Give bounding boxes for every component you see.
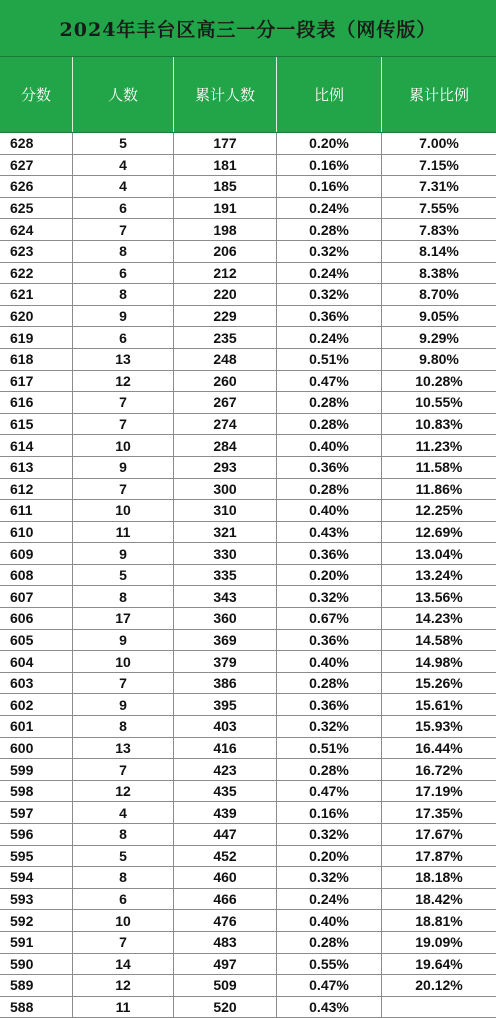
count-cell: 12 <box>73 781 174 802</box>
ratio-cell: 0.40% <box>277 500 382 521</box>
table-row <box>0 954 496 976</box>
table-body <box>0 133 496 1018</box>
count-cell: 9 <box>73 457 174 478</box>
cumulative-ratio-cell: 13.04% <box>415 545 463 562</box>
table-row <box>0 284 496 306</box>
score-cell: 628 <box>0 133 73 154</box>
page-title: 2024年丰台区高三一分一段表（网传版） <box>59 18 437 41</box>
cumulative-count-cell: 229 <box>174 306 277 327</box>
count-cell: 11 <box>73 997 174 1018</box>
cumulative-ratio-cell: 7.15% <box>419 156 459 173</box>
cumulative-ratio-cell: 17.67% <box>415 826 463 843</box>
ratio-cell: 0.20% <box>277 846 382 867</box>
score-cell: 622 <box>0 263 73 284</box>
table-row <box>0 263 496 285</box>
cumulative-ratio-cell: 19.64% <box>415 955 463 972</box>
ratio-cell: 0.16% <box>277 155 382 176</box>
cumulative-count-cell: 274 <box>174 414 277 435</box>
table-row <box>0 651 496 673</box>
score-cell: 607 <box>0 586 73 607</box>
cumulative-ratio-cell: 10.55% <box>415 394 463 411</box>
cumulative-ratio-cell: 16.44% <box>415 739 463 756</box>
table-row <box>0 889 496 911</box>
count-cell: 10 <box>73 435 174 456</box>
ratio-cell: 0.36% <box>277 694 382 715</box>
cumulative-count-cell: 460 <box>174 867 277 888</box>
table-row <box>0 608 496 630</box>
count-cell: 8 <box>73 586 174 607</box>
cumulative-count-cell: 369 <box>174 630 277 651</box>
ratio-cell: 0.24% <box>277 889 382 910</box>
ratio-cell: 0.40% <box>277 651 382 672</box>
score-cell: 596 <box>0 824 73 845</box>
cumulative-ratio-cell: 18.18% <box>415 869 463 886</box>
cumulative-ratio-cell: 16.72% <box>415 761 463 778</box>
table-row <box>0 802 496 824</box>
table-row <box>0 522 496 544</box>
cumulative-count-cell: 509 <box>174 975 277 996</box>
cumulative-ratio-cell: 10.28% <box>415 372 463 389</box>
count-cell: 17 <box>73 608 174 629</box>
cumulative-count-cell: 181 <box>174 155 277 176</box>
cumulative-ratio-cell: 8.14% <box>419 243 459 260</box>
table-row <box>0 176 496 198</box>
header-ratio: 比例 <box>277 57 382 132</box>
cumulative-count-cell: 360 <box>174 608 277 629</box>
cumulative-count-cell: 395 <box>174 694 277 715</box>
table-row <box>0 198 496 220</box>
cumulative-ratio-cell: 12.69% <box>415 523 463 540</box>
cumulative-count-cell: 386 <box>174 673 277 694</box>
count-cell: 9 <box>73 694 174 715</box>
score-cell: 603 <box>0 673 73 694</box>
count-cell: 10 <box>73 500 174 521</box>
table-row <box>0 910 496 932</box>
ratio-cell: 0.40% <box>277 910 382 931</box>
ratio-cell: 0.28% <box>277 759 382 780</box>
score-cell: 624 <box>0 219 73 240</box>
title-bar <box>0 0 496 57</box>
score-cell: 588 <box>0 997 73 1018</box>
cumulative-ratio-cell: 11.86% <box>415 480 463 497</box>
cumulative-ratio-cell: 9.05% <box>419 308 459 325</box>
table-row <box>0 155 496 177</box>
score-cell: 600 <box>0 738 73 759</box>
cumulative-count-cell: 220 <box>174 284 277 305</box>
table-row <box>0 997 496 1018</box>
score-cell: 605 <box>0 630 73 651</box>
table-row <box>0 371 496 393</box>
cumulative-count-cell: 300 <box>174 479 277 500</box>
table-header-row <box>0 57 496 133</box>
count-cell: 6 <box>73 889 174 910</box>
table-row <box>0 414 496 436</box>
count-cell: 9 <box>73 543 174 564</box>
table-row <box>0 932 496 954</box>
cumulative-count-cell: 483 <box>174 932 277 953</box>
ratio-cell: 0.47% <box>277 371 382 392</box>
cumulative-ratio-cell: 7.00% <box>419 135 459 152</box>
score-cell: 613 <box>0 457 73 478</box>
cumulative-count-cell: 439 <box>174 802 277 823</box>
count-cell: 8 <box>73 716 174 737</box>
score-cell: 593 <box>0 889 73 910</box>
count-cell: 7 <box>73 392 174 413</box>
score-cell: 619 <box>0 327 73 348</box>
score-cell: 589 <box>0 975 73 996</box>
cumulative-count-cell: 293 <box>174 457 277 478</box>
score-cell: 610 <box>0 522 73 543</box>
cumulative-count-cell: 235 <box>174 327 277 348</box>
table-row <box>0 241 496 263</box>
cumulative-ratio-cell: 14.58% <box>415 631 463 648</box>
cumulative-ratio-cell: 15.61% <box>415 696 463 713</box>
cumulative-count-cell: 435 <box>174 781 277 802</box>
ratio-cell: 0.36% <box>277 543 382 564</box>
cumulative-ratio-cell: 17.35% <box>415 804 463 821</box>
count-cell: 8 <box>73 284 174 305</box>
count-cell: 7 <box>73 759 174 780</box>
cumulative-ratio-cell: 7.83% <box>419 221 459 238</box>
score-cell: 590 <box>0 954 73 975</box>
ratio-cell: 0.47% <box>277 975 382 996</box>
score-cell: 615 <box>0 414 73 435</box>
cumulative-ratio-cell: 14.23% <box>415 610 463 627</box>
cumulative-ratio-cell: 13.56% <box>415 588 463 605</box>
score-cell: 597 <box>0 802 73 823</box>
ratio-cell: 0.28% <box>277 414 382 435</box>
ratio-cell: 0.28% <box>277 392 382 413</box>
cumulative-count-cell: 248 <box>174 349 277 370</box>
cumulative-ratio-cell: 10.83% <box>415 416 463 433</box>
score-cell: 609 <box>0 543 73 564</box>
table-row <box>0 219 496 241</box>
ratio-cell: 0.67% <box>277 608 382 629</box>
count-cell: 6 <box>73 327 174 348</box>
score-cell: 625 <box>0 198 73 219</box>
count-cell: 8 <box>73 824 174 845</box>
cumulative-ratio-cell <box>382 997 496 1018</box>
ratio-cell: 0.24% <box>277 327 382 348</box>
cumulative-ratio-cell: 9.29% <box>419 329 459 346</box>
table-row <box>0 630 496 652</box>
cumulative-count-cell: 343 <box>174 586 277 607</box>
cumulative-count-cell: 379 <box>174 651 277 672</box>
ratio-cell: 0.16% <box>277 802 382 823</box>
score-cell: 601 <box>0 716 73 737</box>
ratio-cell: 0.28% <box>277 479 382 500</box>
cumulative-ratio-cell: 8.70% <box>419 286 459 303</box>
count-cell: 12 <box>73 371 174 392</box>
cumulative-count-cell: 416 <box>174 738 277 759</box>
cumulative-count-cell: 335 <box>174 565 277 586</box>
score-cell: 598 <box>0 781 73 802</box>
ratio-cell: 0.20% <box>277 133 382 154</box>
cumulative-count-cell: 330 <box>174 543 277 564</box>
table-row <box>0 586 496 608</box>
table-row <box>0 759 496 781</box>
ratio-cell: 0.20% <box>277 565 382 586</box>
cumulative-count-cell: 403 <box>174 716 277 737</box>
cumulative-count-cell: 284 <box>174 435 277 456</box>
header-cumulative-count: 累计人数 <box>174 57 277 132</box>
table-row <box>0 500 496 522</box>
count-cell: 7 <box>73 219 174 240</box>
cumulative-count-cell: 310 <box>174 500 277 521</box>
cumulative-count-cell: 520 <box>174 997 277 1018</box>
count-cell: 11 <box>73 522 174 543</box>
header-cumulative-ratio: 累计比例 <box>408 86 469 104</box>
count-cell: 10 <box>73 651 174 672</box>
score-cell: 611 <box>0 500 73 521</box>
count-cell: 9 <box>73 630 174 651</box>
score-cell: 617 <box>0 371 73 392</box>
score-cell: 626 <box>0 176 73 197</box>
score-cell: 606 <box>0 608 73 629</box>
table-row <box>0 738 496 760</box>
table-row <box>0 306 496 328</box>
count-cell: 8 <box>73 241 174 262</box>
table-row <box>0 867 496 889</box>
ratio-cell: 0.24% <box>277 263 382 284</box>
cumulative-ratio-cell: 8.38% <box>419 264 459 281</box>
cumulative-ratio-cell: 15.26% <box>415 675 463 692</box>
count-cell: 6 <box>73 198 174 219</box>
cumulative-ratio-cell: 12.25% <box>415 502 463 519</box>
ratio-cell: 0.32% <box>277 241 382 262</box>
cumulative-ratio-cell: 19.09% <box>415 934 463 951</box>
count-cell: 7 <box>73 932 174 953</box>
score-cell: 612 <box>0 479 73 500</box>
cumulative-ratio-cell: 20.12% <box>415 977 463 994</box>
table-row <box>0 716 496 738</box>
count-cell: 8 <box>73 867 174 888</box>
score-cell: 623 <box>0 241 73 262</box>
cumulative-count-cell: 321 <box>174 522 277 543</box>
score-cell: 591 <box>0 932 73 953</box>
score-cell: 627 <box>0 155 73 176</box>
cumulative-count-cell: 452 <box>174 846 277 867</box>
table-row <box>0 543 496 565</box>
cumulative-ratio-cell: 11.23% <box>415 437 463 454</box>
count-cell: 4 <box>73 176 174 197</box>
score-cell: 594 <box>0 867 73 888</box>
cumulative-ratio-cell: 14.98% <box>415 653 463 670</box>
table-row <box>0 846 496 868</box>
score-cell: 592 <box>0 910 73 931</box>
table-row <box>0 781 496 803</box>
cumulative-count-cell: 212 <box>174 263 277 284</box>
ratio-cell: 0.36% <box>277 306 382 327</box>
ratio-cell: 0.51% <box>277 738 382 759</box>
table-row <box>0 435 496 457</box>
table-row <box>0 824 496 846</box>
cumulative-count-cell: 466 <box>174 889 277 910</box>
table-row <box>0 133 496 155</box>
count-cell: 13 <box>73 349 174 370</box>
cumulative-ratio-cell: 7.31% <box>419 178 459 195</box>
header-score: 分数 <box>0 57 73 132</box>
cumulative-count-cell: 206 <box>174 241 277 262</box>
cumulative-count-cell: 497 <box>174 954 277 975</box>
score-cell: 621 <box>0 284 73 305</box>
table-row <box>0 457 496 479</box>
cumulative-ratio-cell: 13.24% <box>415 567 463 584</box>
count-cell: 9 <box>73 306 174 327</box>
table-row <box>0 565 496 587</box>
cumulative-count-cell: 177 <box>174 133 277 154</box>
ratio-cell: 0.43% <box>277 522 382 543</box>
count-cell: 10 <box>73 910 174 931</box>
cumulative-count-cell: 198 <box>174 219 277 240</box>
score-cell: 595 <box>0 846 73 867</box>
cumulative-count-cell: 423 <box>174 759 277 780</box>
table-row <box>0 392 496 414</box>
score-cell: 599 <box>0 759 73 780</box>
cumulative-count-cell: 447 <box>174 824 277 845</box>
cumulative-ratio-cell: 17.87% <box>415 847 463 864</box>
header-count: 人数 <box>73 57 174 132</box>
cumulative-ratio-cell: 7.55% <box>419 200 459 217</box>
ratio-cell: 0.28% <box>277 219 382 240</box>
count-cell: 4 <box>73 155 174 176</box>
count-cell: 14 <box>73 954 174 975</box>
cumulative-count-cell: 191 <box>174 198 277 219</box>
ratio-cell: 0.36% <box>277 630 382 651</box>
cumulative-ratio-cell: 18.81% <box>415 912 463 929</box>
count-cell: 7 <box>73 479 174 500</box>
score-cell: 616 <box>0 392 73 413</box>
count-cell: 5 <box>73 133 174 154</box>
table-row <box>0 479 496 501</box>
ratio-cell: 0.55% <box>277 954 382 975</box>
cumulative-ratio-cell: 9.80% <box>419 351 459 368</box>
cumulative-count-cell: 267 <box>174 392 277 413</box>
cumulative-count-cell: 260 <box>174 371 277 392</box>
ratio-cell: 0.24% <box>277 198 382 219</box>
count-cell: 13 <box>73 738 174 759</box>
ratio-cell: 0.40% <box>277 435 382 456</box>
ratio-cell: 0.51% <box>277 349 382 370</box>
table-row <box>0 694 496 716</box>
ratio-cell: 0.28% <box>277 932 382 953</box>
ratio-cell: 0.32% <box>277 284 382 305</box>
score-cell: 608 <box>0 565 73 586</box>
score-cell: 602 <box>0 694 73 715</box>
count-cell: 7 <box>73 414 174 435</box>
score-cell: 620 <box>0 306 73 327</box>
ratio-cell: 0.36% <box>277 457 382 478</box>
count-cell: 6 <box>73 263 174 284</box>
score-cell: 618 <box>0 349 73 370</box>
count-cell: 5 <box>73 565 174 586</box>
cumulative-ratio-cell: 17.19% <box>415 783 463 800</box>
cumulative-ratio-cell: 15.93% <box>415 718 463 735</box>
table-row <box>0 327 496 349</box>
table-row <box>0 673 496 695</box>
cumulative-ratio-cell: 18.42% <box>415 891 463 908</box>
count-cell: 4 <box>73 802 174 823</box>
ratio-cell: 0.16% <box>277 176 382 197</box>
count-cell: 5 <box>73 846 174 867</box>
ratio-cell: 0.32% <box>277 586 382 607</box>
ratio-cell: 0.43% <box>277 997 382 1018</box>
table-row <box>0 349 496 371</box>
cumulative-ratio-cell: 11.58% <box>415 459 463 476</box>
ratio-cell: 0.47% <box>277 781 382 802</box>
ratio-cell: 0.28% <box>277 673 382 694</box>
ratio-cell: 0.32% <box>277 824 382 845</box>
count-cell: 7 <box>73 673 174 694</box>
ratio-cell: 0.32% <box>277 716 382 737</box>
cumulative-count-cell: 185 <box>174 176 277 197</box>
count-cell: 12 <box>73 975 174 996</box>
ratio-cell: 0.32% <box>277 867 382 888</box>
cumulative-count-cell: 476 <box>174 910 277 931</box>
score-cell: 614 <box>0 435 73 456</box>
score-cell: 604 <box>0 651 73 672</box>
